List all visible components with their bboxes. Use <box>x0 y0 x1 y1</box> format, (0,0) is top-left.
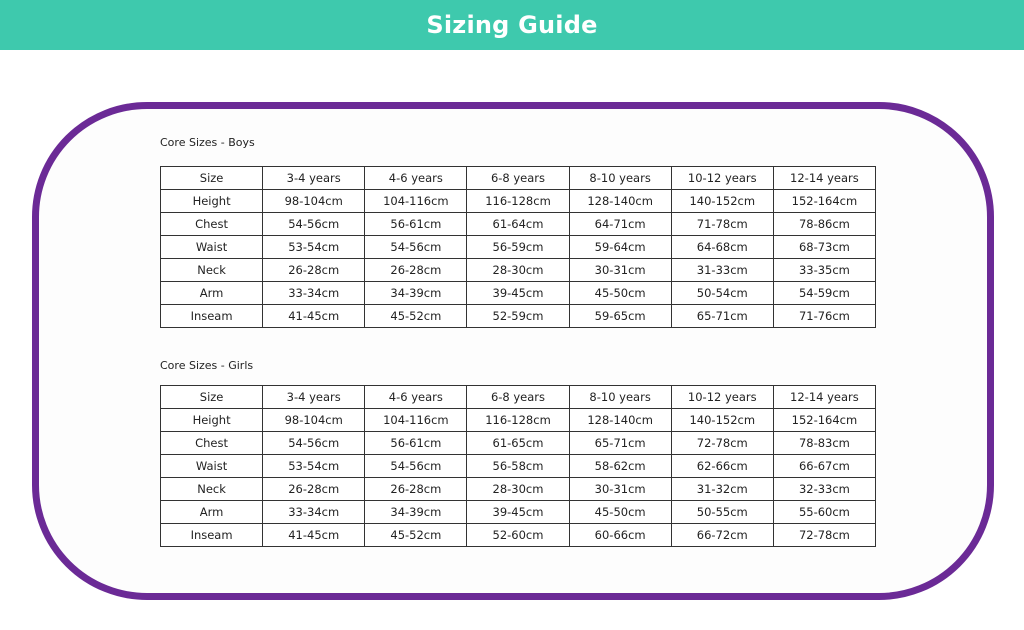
table-cell: 54-56cm <box>263 432 365 455</box>
table-cell: 52-59cm <box>467 305 569 328</box>
table-cell: 140-152cm <box>671 409 773 432</box>
table-cell: 116-128cm <box>467 190 569 213</box>
table-cell: 60-66cm <box>569 524 671 547</box>
table-cell: 59-64cm <box>569 236 671 259</box>
boys-table-body <box>161 167 876 328</box>
table-row <box>161 259 876 282</box>
row-label-cell: Chest <box>161 432 263 455</box>
table-cell: 65-71cm <box>671 305 773 328</box>
table-cell: 32-33cm <box>773 478 875 501</box>
table-cell: 26-28cm <box>365 478 467 501</box>
table-cell: 116-128cm <box>467 409 569 432</box>
table-cell: 39-45cm <box>467 501 569 524</box>
table-row <box>161 409 876 432</box>
table-cell: 66-72cm <box>671 524 773 547</box>
column-header-cell: 4-6 years <box>365 386 467 409</box>
table-cell: 45-50cm <box>569 501 671 524</box>
column-header-cell: 10-12 years <box>671 386 773 409</box>
table-cell: 72-78cm <box>773 524 875 547</box>
table-cell: 78-83cm <box>773 432 875 455</box>
boys-size-table <box>160 166 876 328</box>
table-cell: 52-60cm <box>467 524 569 547</box>
girls-section-title: Core Sizes - Girls <box>160 359 254 372</box>
row-label-cell: Arm <box>161 501 263 524</box>
table-cell: 104-116cm <box>365 409 467 432</box>
table-cell: 31-32cm <box>671 478 773 501</box>
column-header-cell: 8-10 years <box>569 167 671 190</box>
table-cell: 98-104cm <box>263 190 365 213</box>
table-row <box>161 432 876 455</box>
table-cell: 54-56cm <box>263 213 365 236</box>
page-title: Sizing Guide <box>426 11 598 39</box>
row-label-cell: Inseam <box>161 524 263 547</box>
row-label-cell: Chest <box>161 213 263 236</box>
table-cell: 61-65cm <box>467 432 569 455</box>
row-label-cell: Height <box>161 190 263 213</box>
table-cell: 140-152cm <box>671 190 773 213</box>
table-cell: 50-55cm <box>671 501 773 524</box>
table-header-row <box>161 167 876 190</box>
table-cell: 54-56cm <box>365 236 467 259</box>
column-header-cell: 3-4 years <box>263 167 365 190</box>
table-cell: 34-39cm <box>365 501 467 524</box>
table-cell: 33-34cm <box>263 282 365 305</box>
column-header-cell: 3-4 years <box>263 386 365 409</box>
header-banner <box>0 0 1024 50</box>
table-row <box>161 501 876 524</box>
table-row <box>161 236 876 259</box>
table-cell: 71-78cm <box>671 213 773 236</box>
column-header-cell: Size <box>161 386 263 409</box>
table-cell: 128-140cm <box>569 409 671 432</box>
table-row <box>161 190 876 213</box>
table-cell: 26-28cm <box>263 478 365 501</box>
table-cell: 98-104cm <box>263 409 365 432</box>
table-cell: 68-73cm <box>773 236 875 259</box>
girls-size-table <box>160 385 876 547</box>
table-cell: 34-39cm <box>365 282 467 305</box>
table-cell: 26-28cm <box>365 259 467 282</box>
table-cell: 54-59cm <box>773 282 875 305</box>
table-cell: 56-61cm <box>365 432 467 455</box>
row-label-cell: Waist <box>161 455 263 478</box>
row-label-cell: Height <box>161 409 263 432</box>
table-row <box>161 455 876 478</box>
table-cell: 104-116cm <box>365 190 467 213</box>
table-cell: 45-50cm <box>569 282 671 305</box>
table-cell: 45-52cm <box>365 524 467 547</box>
table-cell: 28-30cm <box>467 478 569 501</box>
table-cell: 53-54cm <box>263 236 365 259</box>
table-cell: 33-34cm <box>263 501 365 524</box>
table-cell: 39-45cm <box>467 282 569 305</box>
table-cell: 58-62cm <box>569 455 671 478</box>
table-cell: 78-86cm <box>773 213 875 236</box>
table-cell: 30-31cm <box>569 259 671 282</box>
table-row <box>161 478 876 501</box>
table-cell: 56-59cm <box>467 236 569 259</box>
table-cell: 71-76cm <box>773 305 875 328</box>
table-row <box>161 213 876 236</box>
table-cell: 55-60cm <box>773 501 875 524</box>
girls-table-body <box>161 386 876 547</box>
table-cell: 72-78cm <box>671 432 773 455</box>
table-cell: 64-71cm <box>569 213 671 236</box>
table-cell: 152-164cm <box>773 409 875 432</box>
table-cell: 30-31cm <box>569 478 671 501</box>
table-cell: 33-35cm <box>773 259 875 282</box>
column-header-cell: 6-8 years <box>467 386 569 409</box>
row-label-cell: Neck <box>161 478 263 501</box>
column-header-cell: 10-12 years <box>671 167 773 190</box>
row-label-cell: Neck <box>161 259 263 282</box>
row-label-cell: Arm <box>161 282 263 305</box>
table-row <box>161 305 876 328</box>
table-cell: 61-64cm <box>467 213 569 236</box>
table-cell: 50-54cm <box>671 282 773 305</box>
table-row <box>161 524 876 547</box>
boys-section-title: Core Sizes - Boys <box>160 136 255 149</box>
table-cell: 41-45cm <box>263 305 365 328</box>
table-cell: 56-61cm <box>365 213 467 236</box>
table-row <box>161 282 876 305</box>
table-cell: 128-140cm <box>569 190 671 213</box>
row-label-cell: Waist <box>161 236 263 259</box>
table-cell: 41-45cm <box>263 524 365 547</box>
table-cell: 53-54cm <box>263 455 365 478</box>
table-cell: 62-66cm <box>671 455 773 478</box>
table-cell: 45-52cm <box>365 305 467 328</box>
table-cell: 64-68cm <box>671 236 773 259</box>
table-cell: 26-28cm <box>263 259 365 282</box>
table-cell: 31-33cm <box>671 259 773 282</box>
table-header-row <box>161 386 876 409</box>
table-cell: 56-58cm <box>467 455 569 478</box>
column-header-cell: Size <box>161 167 263 190</box>
table-cell: 59-65cm <box>569 305 671 328</box>
column-header-cell: 8-10 years <box>569 386 671 409</box>
table-cell: 54-56cm <box>365 455 467 478</box>
row-label-cell: Inseam <box>161 305 263 328</box>
table-cell: 28-30cm <box>467 259 569 282</box>
table-cell: 152-164cm <box>773 190 875 213</box>
column-header-cell: 4-6 years <box>365 167 467 190</box>
column-header-cell: 12-14 years <box>773 386 875 409</box>
table-cell: 65-71cm <box>569 432 671 455</box>
column-header-cell: 12-14 years <box>773 167 875 190</box>
table-cell: 66-67cm <box>773 455 875 478</box>
column-header-cell: 6-8 years <box>467 167 569 190</box>
